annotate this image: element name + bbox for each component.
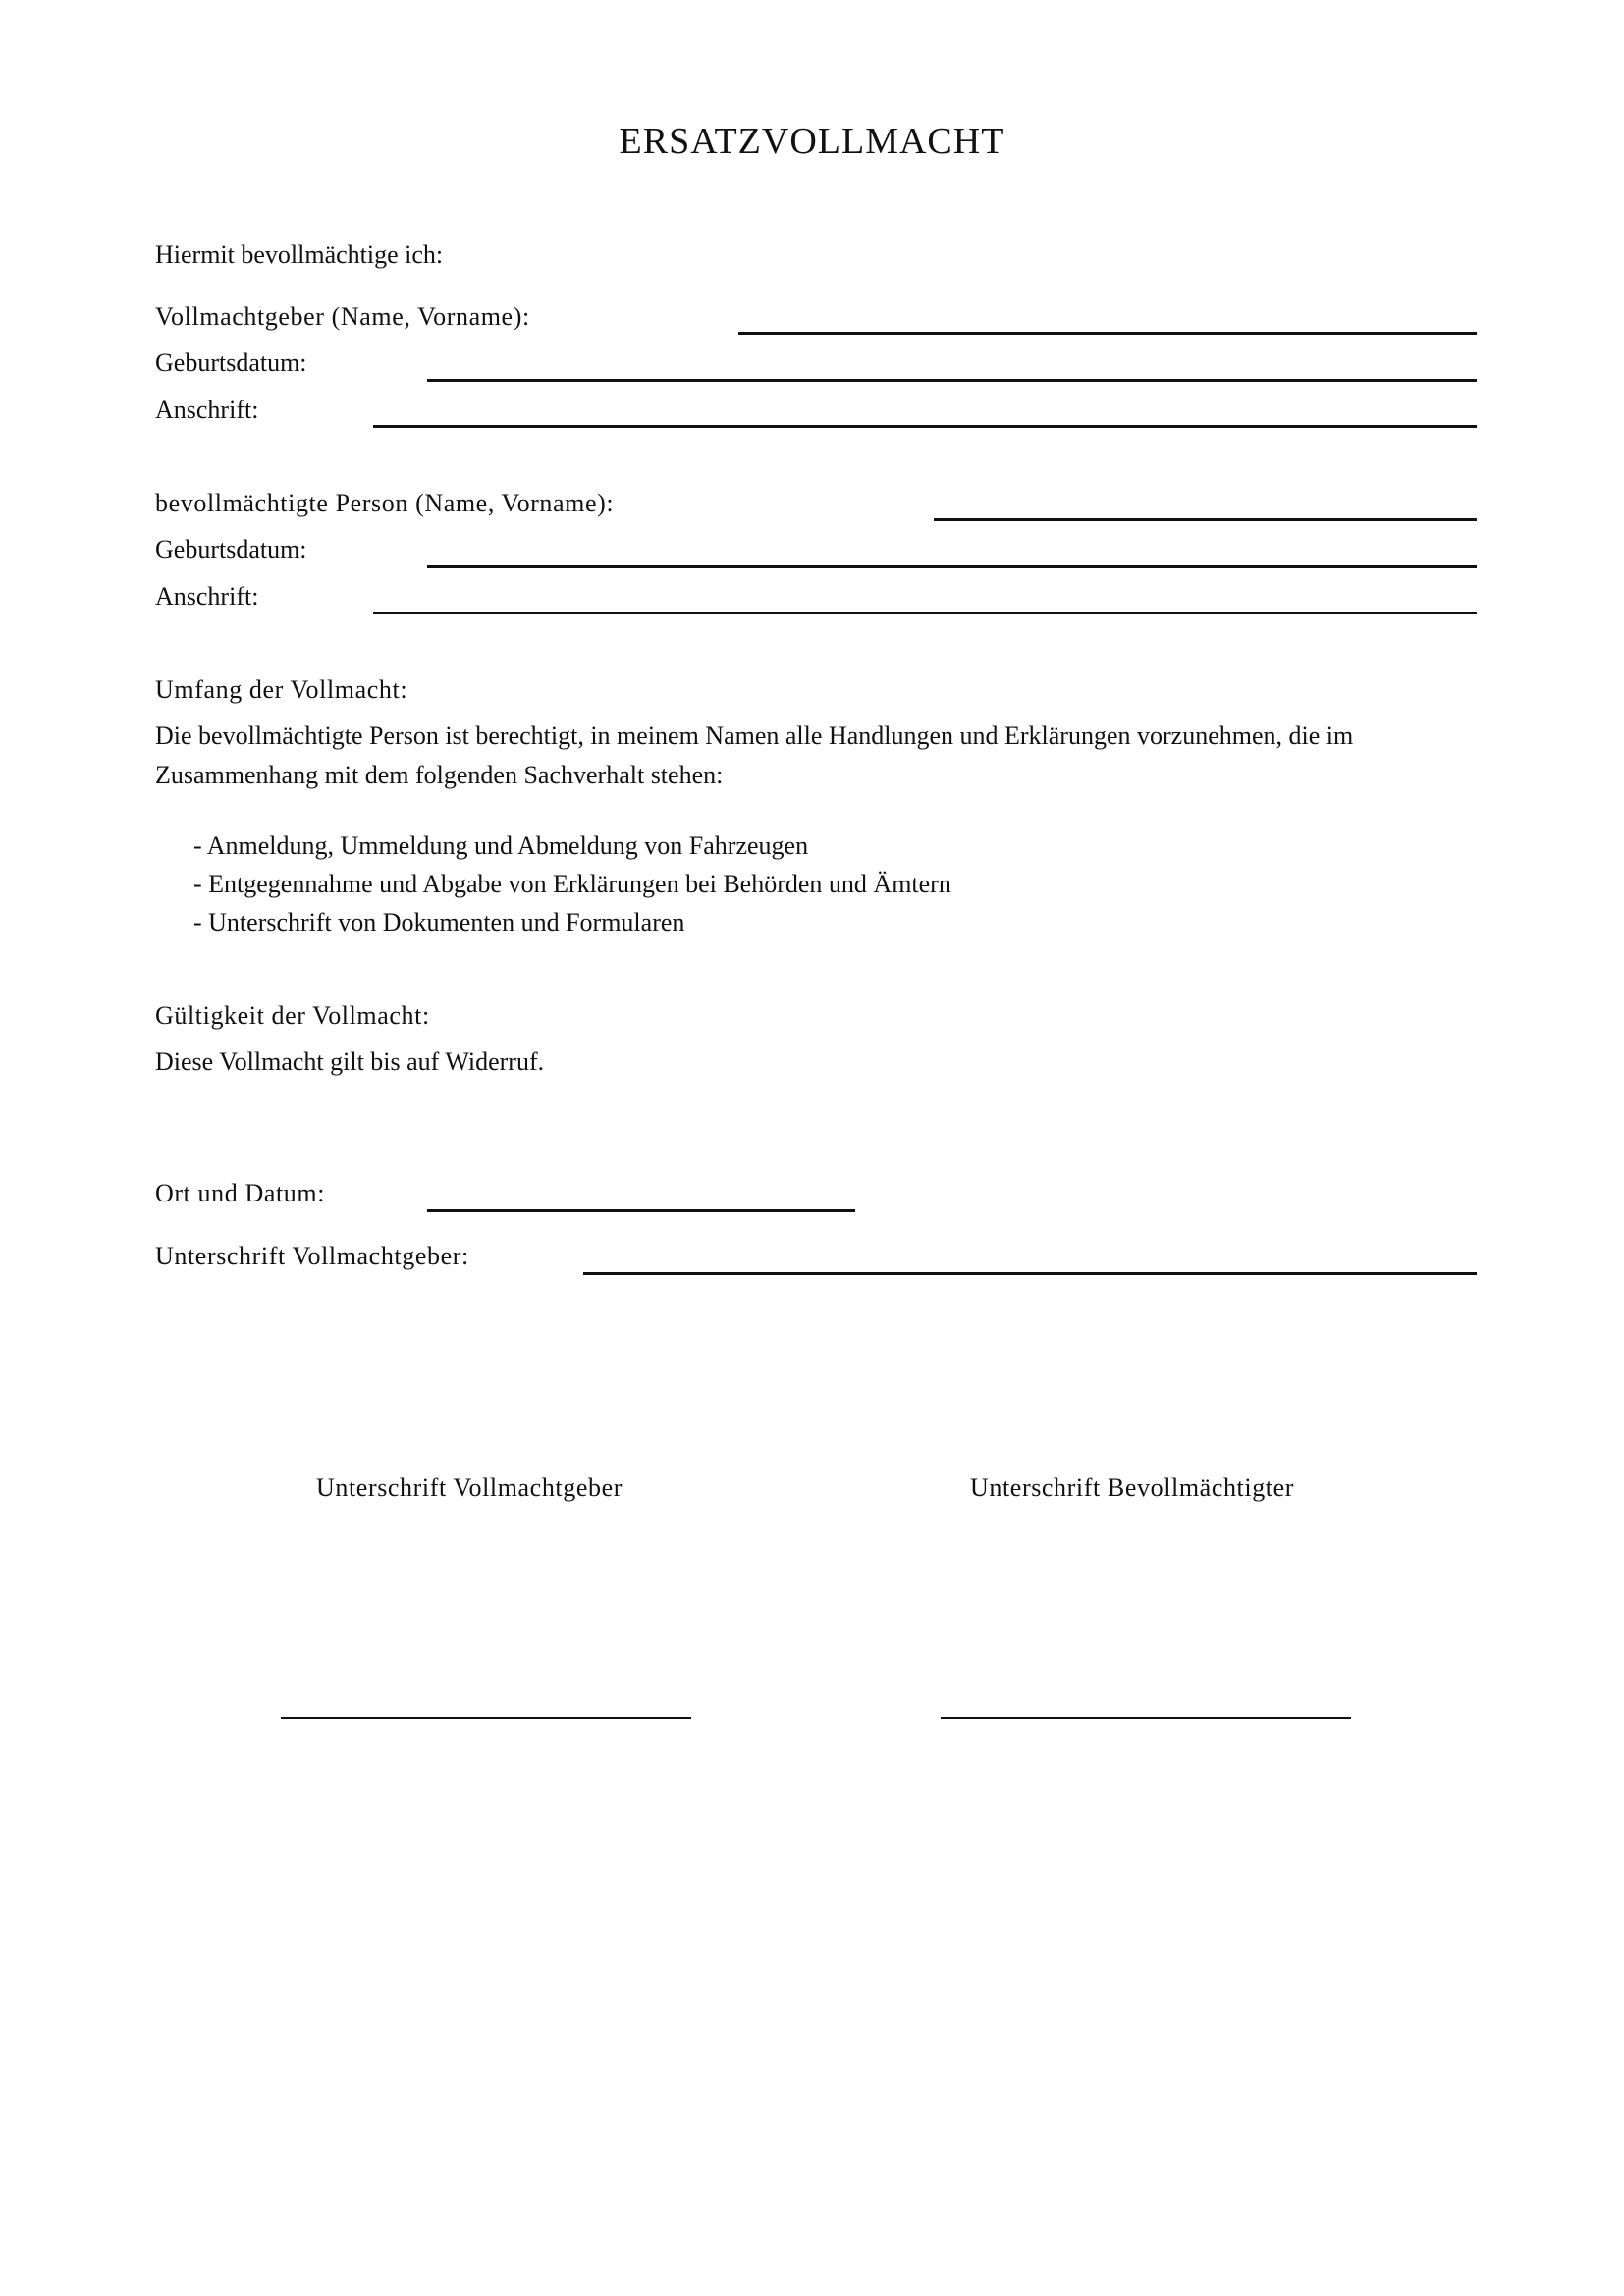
agent-name-field[interactable] bbox=[934, 518, 1477, 521]
grantor-signature-label: Unterschrift Vollmachtgeber: bbox=[155, 1242, 469, 1270]
place-date-label: Ort und Datum: bbox=[155, 1179, 326, 1207]
scope-item: - Entgegennahme und Abgabe von Erklärungen bei Behörden und Ämtern bbox=[193, 870, 951, 898]
signature-line-agent[interactable] bbox=[941, 1717, 1351, 1719]
signature-block-agent-label: Unterschrift Bevollmächtigter bbox=[970, 1473, 1295, 1502]
intro-text: Hiermit bevollmächtige ich: bbox=[155, 240, 444, 269]
grantor-name-label: Vollmachtgeber (Name, Vorname): bbox=[155, 302, 530, 331]
agent-address-field[interactable] bbox=[373, 612, 1477, 614]
grantor-address-field[interactable] bbox=[373, 425, 1477, 428]
agent-birthdate-label: Geburtsdatum: bbox=[155, 535, 307, 563]
scope-item: - Anmeldung, Ummeldung und Abmeldung von Fahrzeugen bbox=[193, 831, 809, 860]
agent-address-label: Anschrift: bbox=[155, 582, 259, 611]
agent-name-label: bevollmächtigte Person (Name, Vorname): bbox=[155, 489, 615, 517]
grantor-address-label: Anschrift: bbox=[155, 396, 259, 424]
grantor-birthdate-field[interactable] bbox=[427, 379, 1477, 382]
grantor-signature-field[interactable] bbox=[583, 1272, 1477, 1275]
place-date-field[interactable] bbox=[427, 1209, 855, 1212]
scope-text-line-1: Die bevollmächtigte Person ist berechtigt, in meinem Namen alle Handlungen und Erklärungen vorzunehmen, die im bbox=[155, 721, 1354, 750]
grantor-name-field[interactable] bbox=[738, 332, 1477, 335]
document-title: ERSATZVOLLMACHT bbox=[619, 121, 1005, 162]
validity-text: Diese Vollmacht gilt bis auf Widerruf. bbox=[155, 1047, 545, 1076]
agent-birthdate-field[interactable] bbox=[427, 565, 1477, 568]
scope-heading: Umfang der Vollmacht: bbox=[155, 675, 408, 704]
signature-line-grantor[interactable] bbox=[281, 1717, 691, 1719]
scope-item: - Unterschrift von Dokumenten und Formularen bbox=[193, 908, 685, 936]
signature-block-grantor-label: Unterschrift Vollmachtgeber bbox=[316, 1473, 623, 1502]
validity-heading: Gültigkeit der Vollmacht: bbox=[155, 1001, 430, 1030]
scope-text-line-2: Zusammenhang mit dem folgenden Sachverhalt stehen: bbox=[155, 761, 724, 789]
grantor-birthdate-label: Geburtsdatum: bbox=[155, 348, 307, 377]
